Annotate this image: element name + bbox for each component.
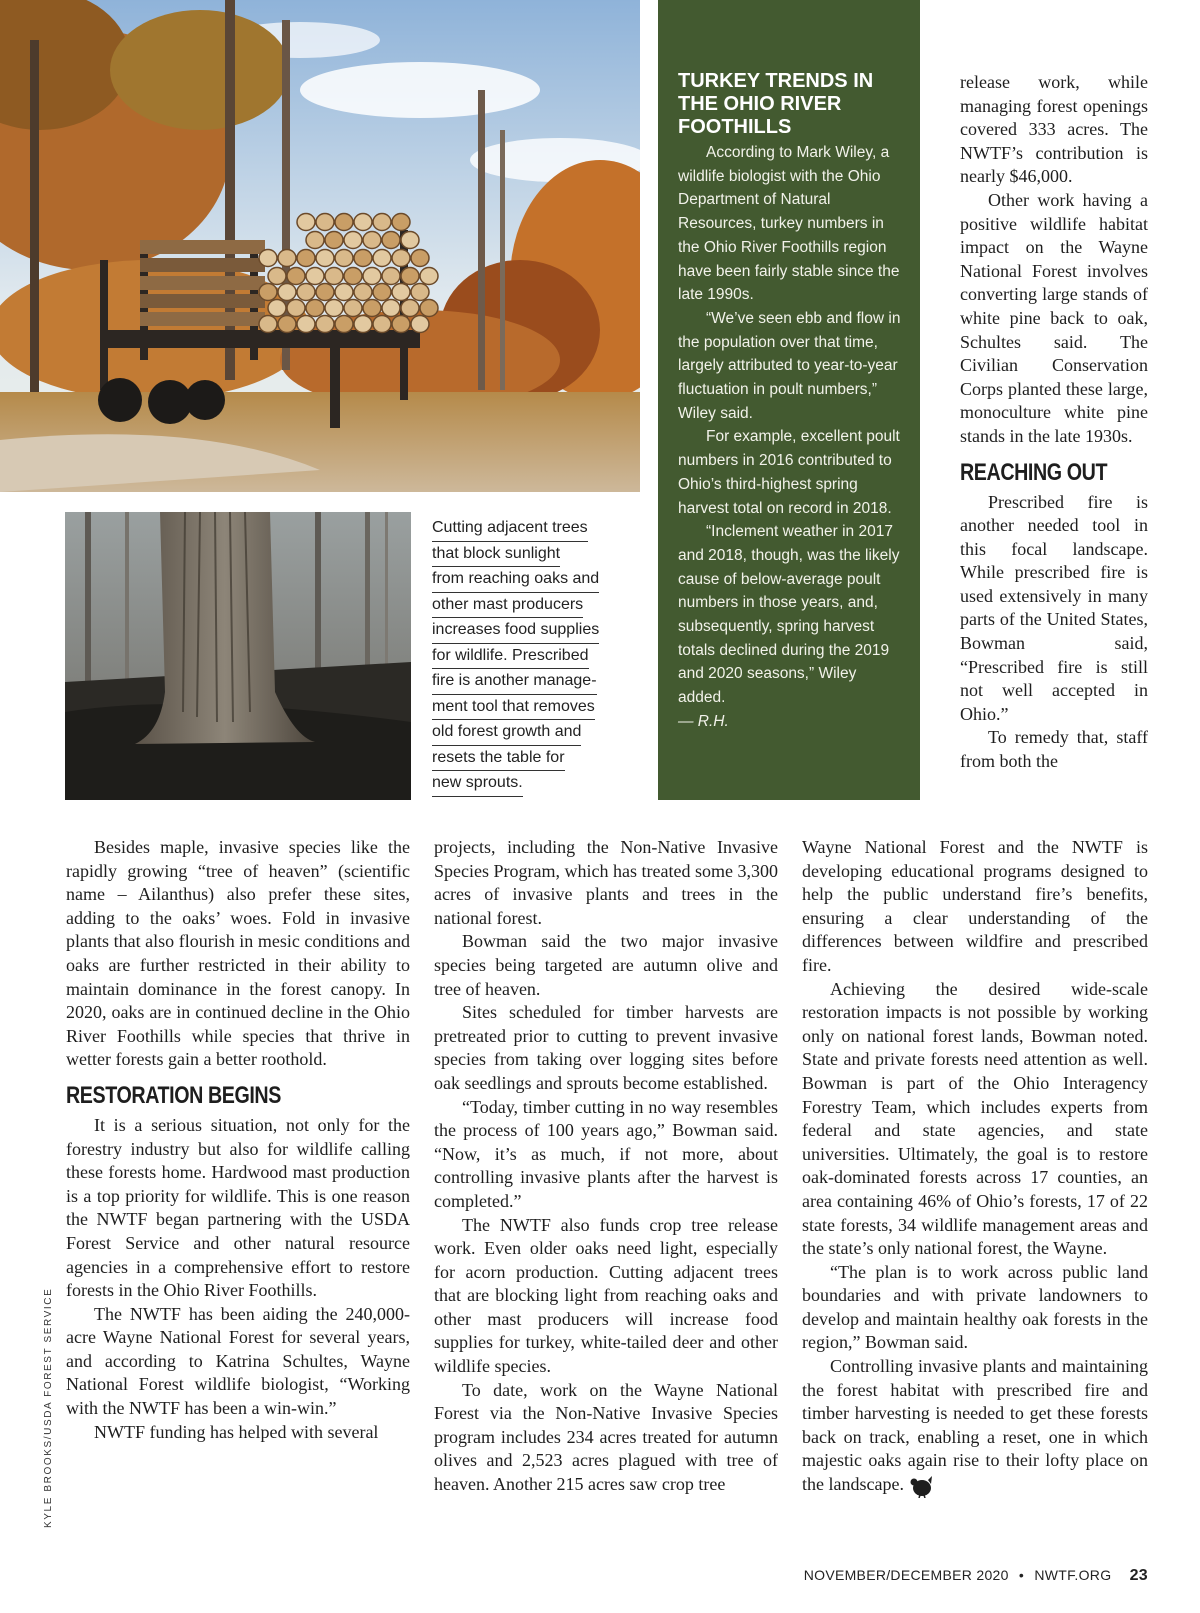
log-truck-photo [0, 0, 640, 492]
body-paragraph: It is a serious situation, not only for the forestry industry but also for wildlife calling these forests home. Hardwood mast production is a top priority for wildlife. This is one reason the NWTF began partnering with the USDA Forest Service and other natural resource agencies in a comprehensive effort to restore forests in the Ohio River Foothills. [66, 1114, 410, 1301]
caption-line: Cutting adjacent trees [432, 516, 588, 542]
body-paragraph: Prescribed fire is another needed tool in this focal landscape. While prescribed fire is used extensively in many parts of the United States, Bowman said, “Prescribed fire is still not well accepted in Ohio.” [960, 491, 1148, 724]
right-top-column [960, 71, 1148, 774]
burned-forest-photo [65, 512, 411, 800]
column-1 [66, 836, 410, 1444]
caption-line: increases food supplies [432, 618, 599, 644]
body-paragraph: Bowman said the two major invasive species being targeted are autumn olive and tree of heaven. [434, 931, 778, 999]
closing-paragraph-text: Controlling invasive plants and maintaining the forest habitat with prescribed fire and timber harvesting is needed to get these forests back on track, enabling a reset, one in which majestic oaks again rise to their lofty place on the landscape. [802, 1356, 1148, 1495]
issue-date: NOVEMBER/DECEMBER 2020 [803, 1567, 1009, 1583]
photo-credit: KYLE BROOKS/USDA FOREST SERVICE [43, 1287, 54, 1528]
section-heading-restoration-begins: RESTORATION BEGINS [66, 1081, 281, 1109]
sidebar-paragraph: For example, excellent poult numbers in 2016 contributed to Ohio’s third-highest spring harvest total on record in 2018. [678, 428, 900, 517]
turkey-end-mark-icon [908, 1474, 934, 1498]
turkey-trends-sidebar [658, 0, 920, 800]
body-paragraph: “The plan is to work across public land boundaries and with private landowners to develop and maintain healthy oak forests in the region,” Bowman said. [802, 1261, 1148, 1353]
body-paragraph: Sites scheduled for timber harvests are pretreated prior to cutting to prevent invasive species from taking over logging sites before oak seedlings and sprouts become established. [434, 1002, 778, 1093]
page-number: 23 [1129, 1567, 1148, 1584]
page-footer [804, 1567, 1148, 1585]
section-heading-reaching-out: REACHING OUT [960, 458, 1108, 486]
body-paragraph: Other work having a positive wildlife habitat impact on the Wayne National Forest involves converting large stands of white pine back to oak, Schultes said. The Civilian Conservation Corps planted these large, monoculture white pine stands in the late 1930s. [960, 189, 1148, 446]
body-paragraph: release work, while managing forest openings covered 333 acres. The NWTF’s contribution is nearly $46,000. [960, 72, 1148, 187]
sidebar-paragraph: “Inclement weather in 2017 and 2018, though, was the likely cause of below-average poult numbers in those years, and, subsequently, spring harvest totals declined during the 2019 and 2020 seasons,” Wiley added. [678, 523, 900, 707]
body-paragraph: To date, work on the Wayne National Forest via the Non-Native Invasive Species program includes 234 acres treated for autumn olives and 2,523 acres plagued with tree of heaven. Another 215 acres saw crop tree [434, 1379, 778, 1495]
sidebar-paragraph: “We’ve seen ebb and flow in the population over that time, largely attributed to year-to-year fluctuation in poult numbers,” Wiley said. [678, 309, 901, 422]
caption-line: that block sunlight [432, 542, 560, 568]
body-paragraph: Wayne National Forest and the NWTF is developing educational programs designed to help the public understand fire’s benefits, ensuring a clear understanding of the differences between wildfire and prescribed fire. [802, 837, 1148, 975]
sidebar-title: TURKEY TRENDS IN THE OHIO RIVER FOOTHILLS [678, 70, 874, 138]
website-link[interactable]: NWTF.ORG [1034, 1567, 1112, 1583]
caption-line: for wildlife. Prescribed [432, 644, 589, 670]
caption-line: new sprouts. [432, 771, 523, 797]
body-paragraph: Achieving the desired wide-scale restoration impacts is not possible by working only on national forest lands, Bowman noted. State and private forests need attention as well. Bowman is part of the Ohio Interagency Forestry Team, which includes experts from federal and state agencies, and state universities. Ultimately, the goal is to restore oak-dominated forests across 17 counties, an area containing 46% of Ohio’s forests, 17 of 22 state forests, 34 wildlife management areas and the state’s only national forest, the Wayne. [802, 978, 1148, 1259]
column-2 [434, 836, 778, 1497]
body-paragraph [802, 1355, 1148, 1498]
body-paragraph: The NWTF also funds crop tree release work. Even older oaks need light, especially for acorn production. Cutting adjacent trees that are blocking light from reaching oaks and other mast producers will increase food supplies for turkey, white-tailed deer and other wildlife species. [434, 1214, 778, 1377]
body-paragraph: Besides maple, invasive species like the rapidly growing “tree of heaven” (scientific name – Ailanthus) also prefer these sites, adding to the oaks’ woes. Fold in invasive plants that also flourish in mesic conditions and oaks are further restricted in their ability to maintain dominance in the forest canopy. In 2020, oaks are in continued decline in the Ohio River Foothills while species that thrive in wetter forests gain a better roothold. [66, 837, 410, 1070]
caption-line: old forest growth and [432, 720, 581, 746]
caption-line: resets the table for [432, 746, 565, 772]
body-paragraph: To remedy that, staff from both the [960, 727, 1148, 772]
caption-line: ment tool that removes [432, 695, 595, 721]
sidebar-signature: — R.H. [678, 712, 729, 730]
column-3 [802, 836, 1148, 1498]
caption-line: from reaching oaks and [432, 567, 599, 593]
body-paragraph: NWTF funding has helped with several [94, 1421, 379, 1442]
body-paragraph: The NWTF has been aiding the 240,000-acre Wayne National Forest for several years, and according to Katrina Schultes, Wayne National Forest wildlife biologist, “Working with the NWTF has been a win-win.” [66, 1303, 410, 1419]
footer-bullet: • [1018, 1567, 1025, 1583]
caption-line: other mast producers [432, 593, 583, 619]
caption-line: fire is another manage- [432, 669, 597, 695]
body-paragraph: projects, including the Non-Native Invasive Species Program, which has treated some 3,300 acres of invasive plants and trees in the national forest. [434, 837, 778, 928]
sidebar-paragraph: According to Mark Wiley, a wildlife biologist with the Ohio Department of Natural Resources, turkey numbers in the Ohio River Foothills region have been fairly stable since the late 1990s. [678, 144, 900, 304]
body-paragraph: “Today, timber cutting in no way resembles the process of 100 years ago,” Bowman said. “Now, it’s as much, if not more, about controlling invasive plants after the harvest is completed.” [434, 1096, 778, 1211]
photo-caption [432, 516, 632, 797]
